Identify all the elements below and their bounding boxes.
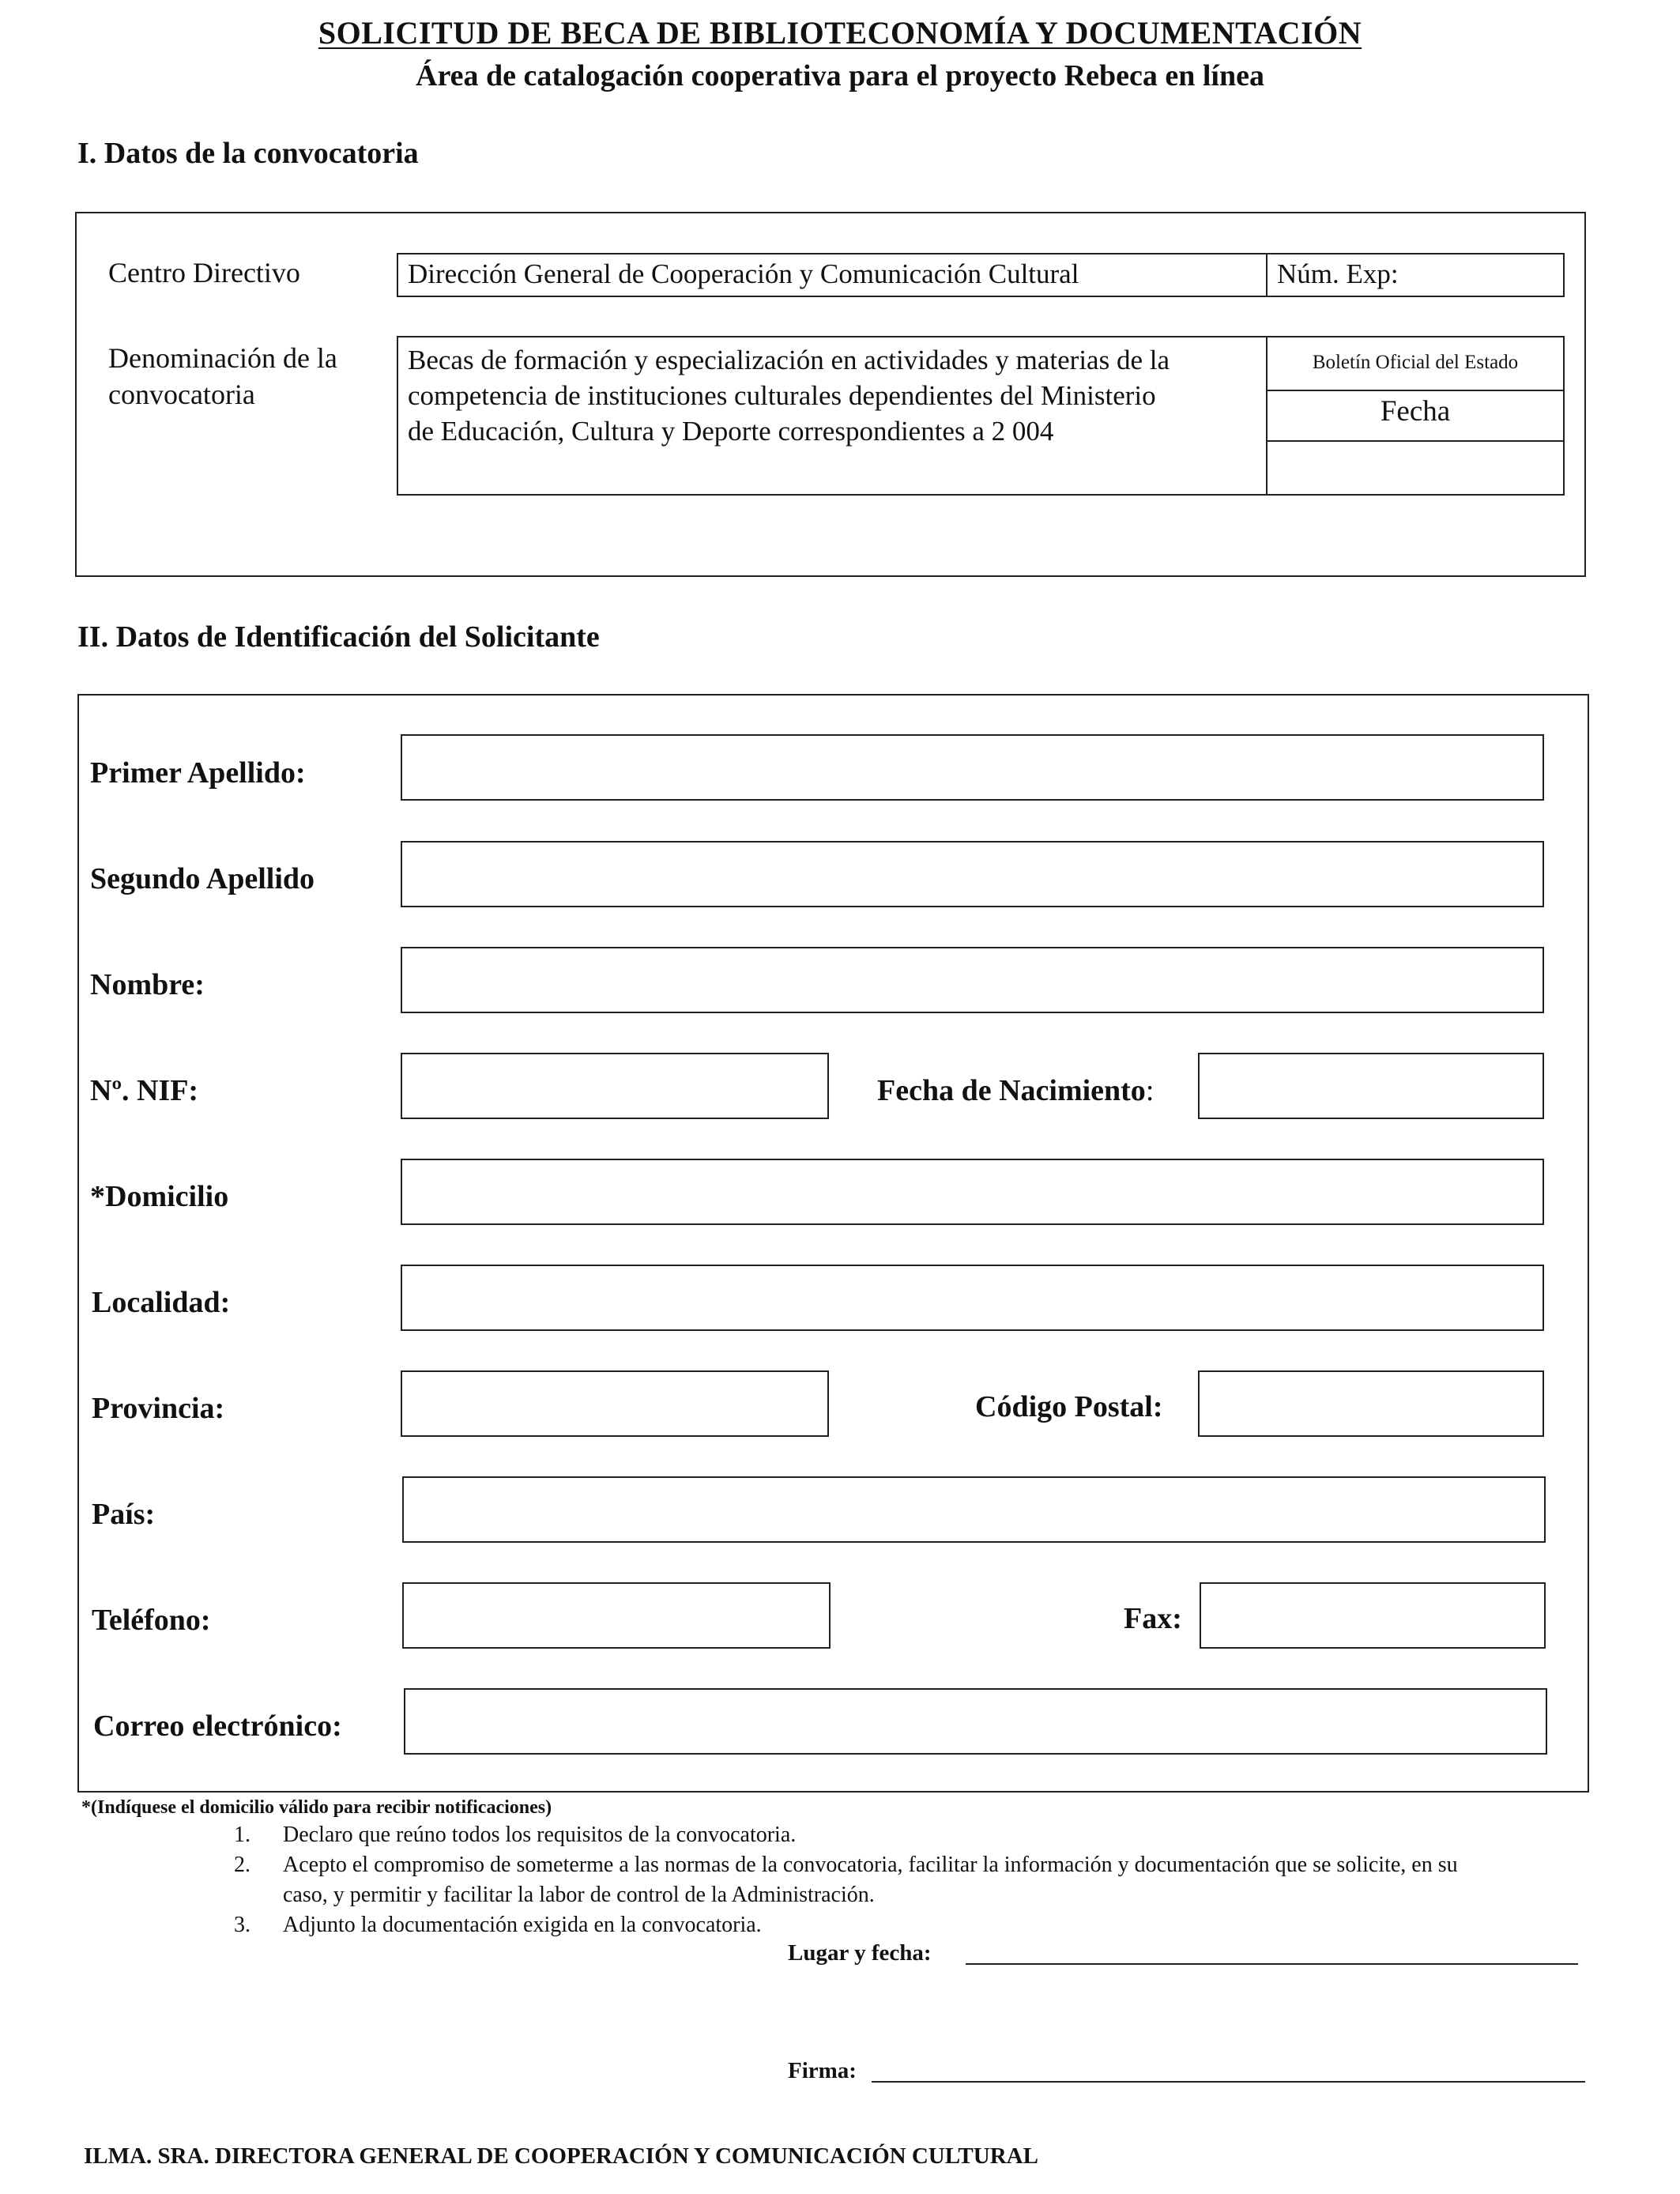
correo-label: Correo electrónico: [93,1710,342,1743]
declaration-3-text: Adjunto la documentación exigida en la convocatoria. [283,1913,762,1937]
primer-apellido-input[interactable] [401,734,1544,801]
form-title: SOLICITUD DE BECA DE BIBLIOTECONOMÍA Y DOCUMENTACIÓN [318,15,1362,51]
nif-label: Nº. NIF: [90,1074,199,1107]
declaration-1-number: 1. [234,1823,250,1847]
lugar-fecha-label: Lugar y fecha: [788,1940,932,1966]
localidad-input[interactable] [401,1265,1544,1331]
segundo-apellido-label: Segundo Apellido [90,862,315,895]
num-exp-field[interactable] [1266,253,1565,297]
localidad-label: Localidad: [92,1286,231,1319]
section-1-heading: I. Datos de la convocatoria [77,137,419,170]
telefono-label: Teléfono: [92,1604,211,1637]
form-subtitle: Área de catalogación cooperativa para el proyecto Rebeca en línea [416,59,1264,92]
centro-directivo-field[interactable] [397,253,1323,297]
denominacion-value-line-2: competencia de instituciones culturales dependientes del Ministerio [408,380,1156,411]
correo-input[interactable] [404,1688,1547,1755]
boe-fecha-field[interactable] [1268,442,1563,494]
boe-fecha-label: Fecha [1380,395,1451,428]
declaration-2-number: 2. [234,1853,250,1877]
fecha-nacimiento-text: Fecha de Nacimiento [877,1074,1146,1107]
domicilio-note: *(Indíquese el domicilio válido para recibir notificaciones) [81,1797,552,1818]
section-1-box [75,212,1586,577]
declaration-2-text-line-2: caso, y permitir y facilitar la labor de control de la Administración. [283,1883,875,1907]
fax-label: Fax: [1124,1602,1182,1635]
fecha-nacimiento-colon: : [1145,1074,1155,1107]
centro-directivo-value: Dirección General de Cooperación y Comunicación Cultural [408,258,1079,289]
denominacion-label-line-2: convocatoria [108,379,255,410]
domicilio-label: *Domicilio [90,1180,229,1213]
codigo-postal-input[interactable] [1198,1370,1544,1437]
denominacion-value-line-3: de Educación, Cultura y Deporte correspondientes a 2 004 [408,416,1054,447]
codigo-postal-label: Código Postal: [975,1390,1163,1423]
lugar-fecha-line[interactable] [966,1963,1578,1965]
denominacion-label [108,340,337,413]
nif-input[interactable] [401,1053,829,1119]
denominacion-value-line-1: Becas de formación y especialización en actividades y materias de la [408,345,1170,375]
declaration-3-number: 3. [234,1913,250,1937]
firma-line[interactable] [872,2081,1585,2083]
boe-divider-1 [1268,390,1563,391]
declaration-1-text: Declaro que reúno todos los requisitos de la convocatoria. [283,1823,797,1847]
domicilio-input[interactable] [401,1159,1544,1225]
section-2-heading: II. Datos de Identificación del Solicitante [77,620,600,654]
fax-input[interactable] [1200,1582,1546,1649]
denominacion-field[interactable] [397,336,1323,496]
segundo-apellido-input[interactable] [401,841,1544,907]
denominacion-label-line-1: Denominación de la [108,342,337,374]
telefono-input[interactable] [402,1582,831,1649]
provincia-input[interactable] [401,1370,829,1437]
declaration-2-text-line-1: Acepto el compromiso de someterme a las normas de la convocatoria, facilitar la información y documentación que se solicite, en su [283,1853,1458,1877]
centro-directivo-label: Centro Directivo [108,257,300,288]
num-exp-label: Núm. Exp: [1277,258,1399,289]
fecha-nacimiento-label [877,1073,1154,1108]
firma-label: Firma: [788,2058,857,2083]
boe-box [1266,336,1565,496]
fecha-nacimiento-input[interactable] [1198,1053,1544,1119]
nombre-label: Nombre: [90,968,205,1001]
provincia-label: Provincia: [92,1392,225,1425]
pais-input[interactable] [402,1476,1546,1543]
pais-label: País: [92,1498,156,1531]
nombre-input[interactable] [401,947,1544,1013]
section-2-box [77,694,1589,1793]
addressee: ILMA. SRA. DIRECTORA GENERAL DE COOPERACIÓN Y COMUNICACIÓN CULTURAL [84,2143,1038,2169]
primer-apellido-label: Primer Apellido: [90,756,306,790]
boe-label: Boletín Oficial del Estado [1312,352,1519,373]
